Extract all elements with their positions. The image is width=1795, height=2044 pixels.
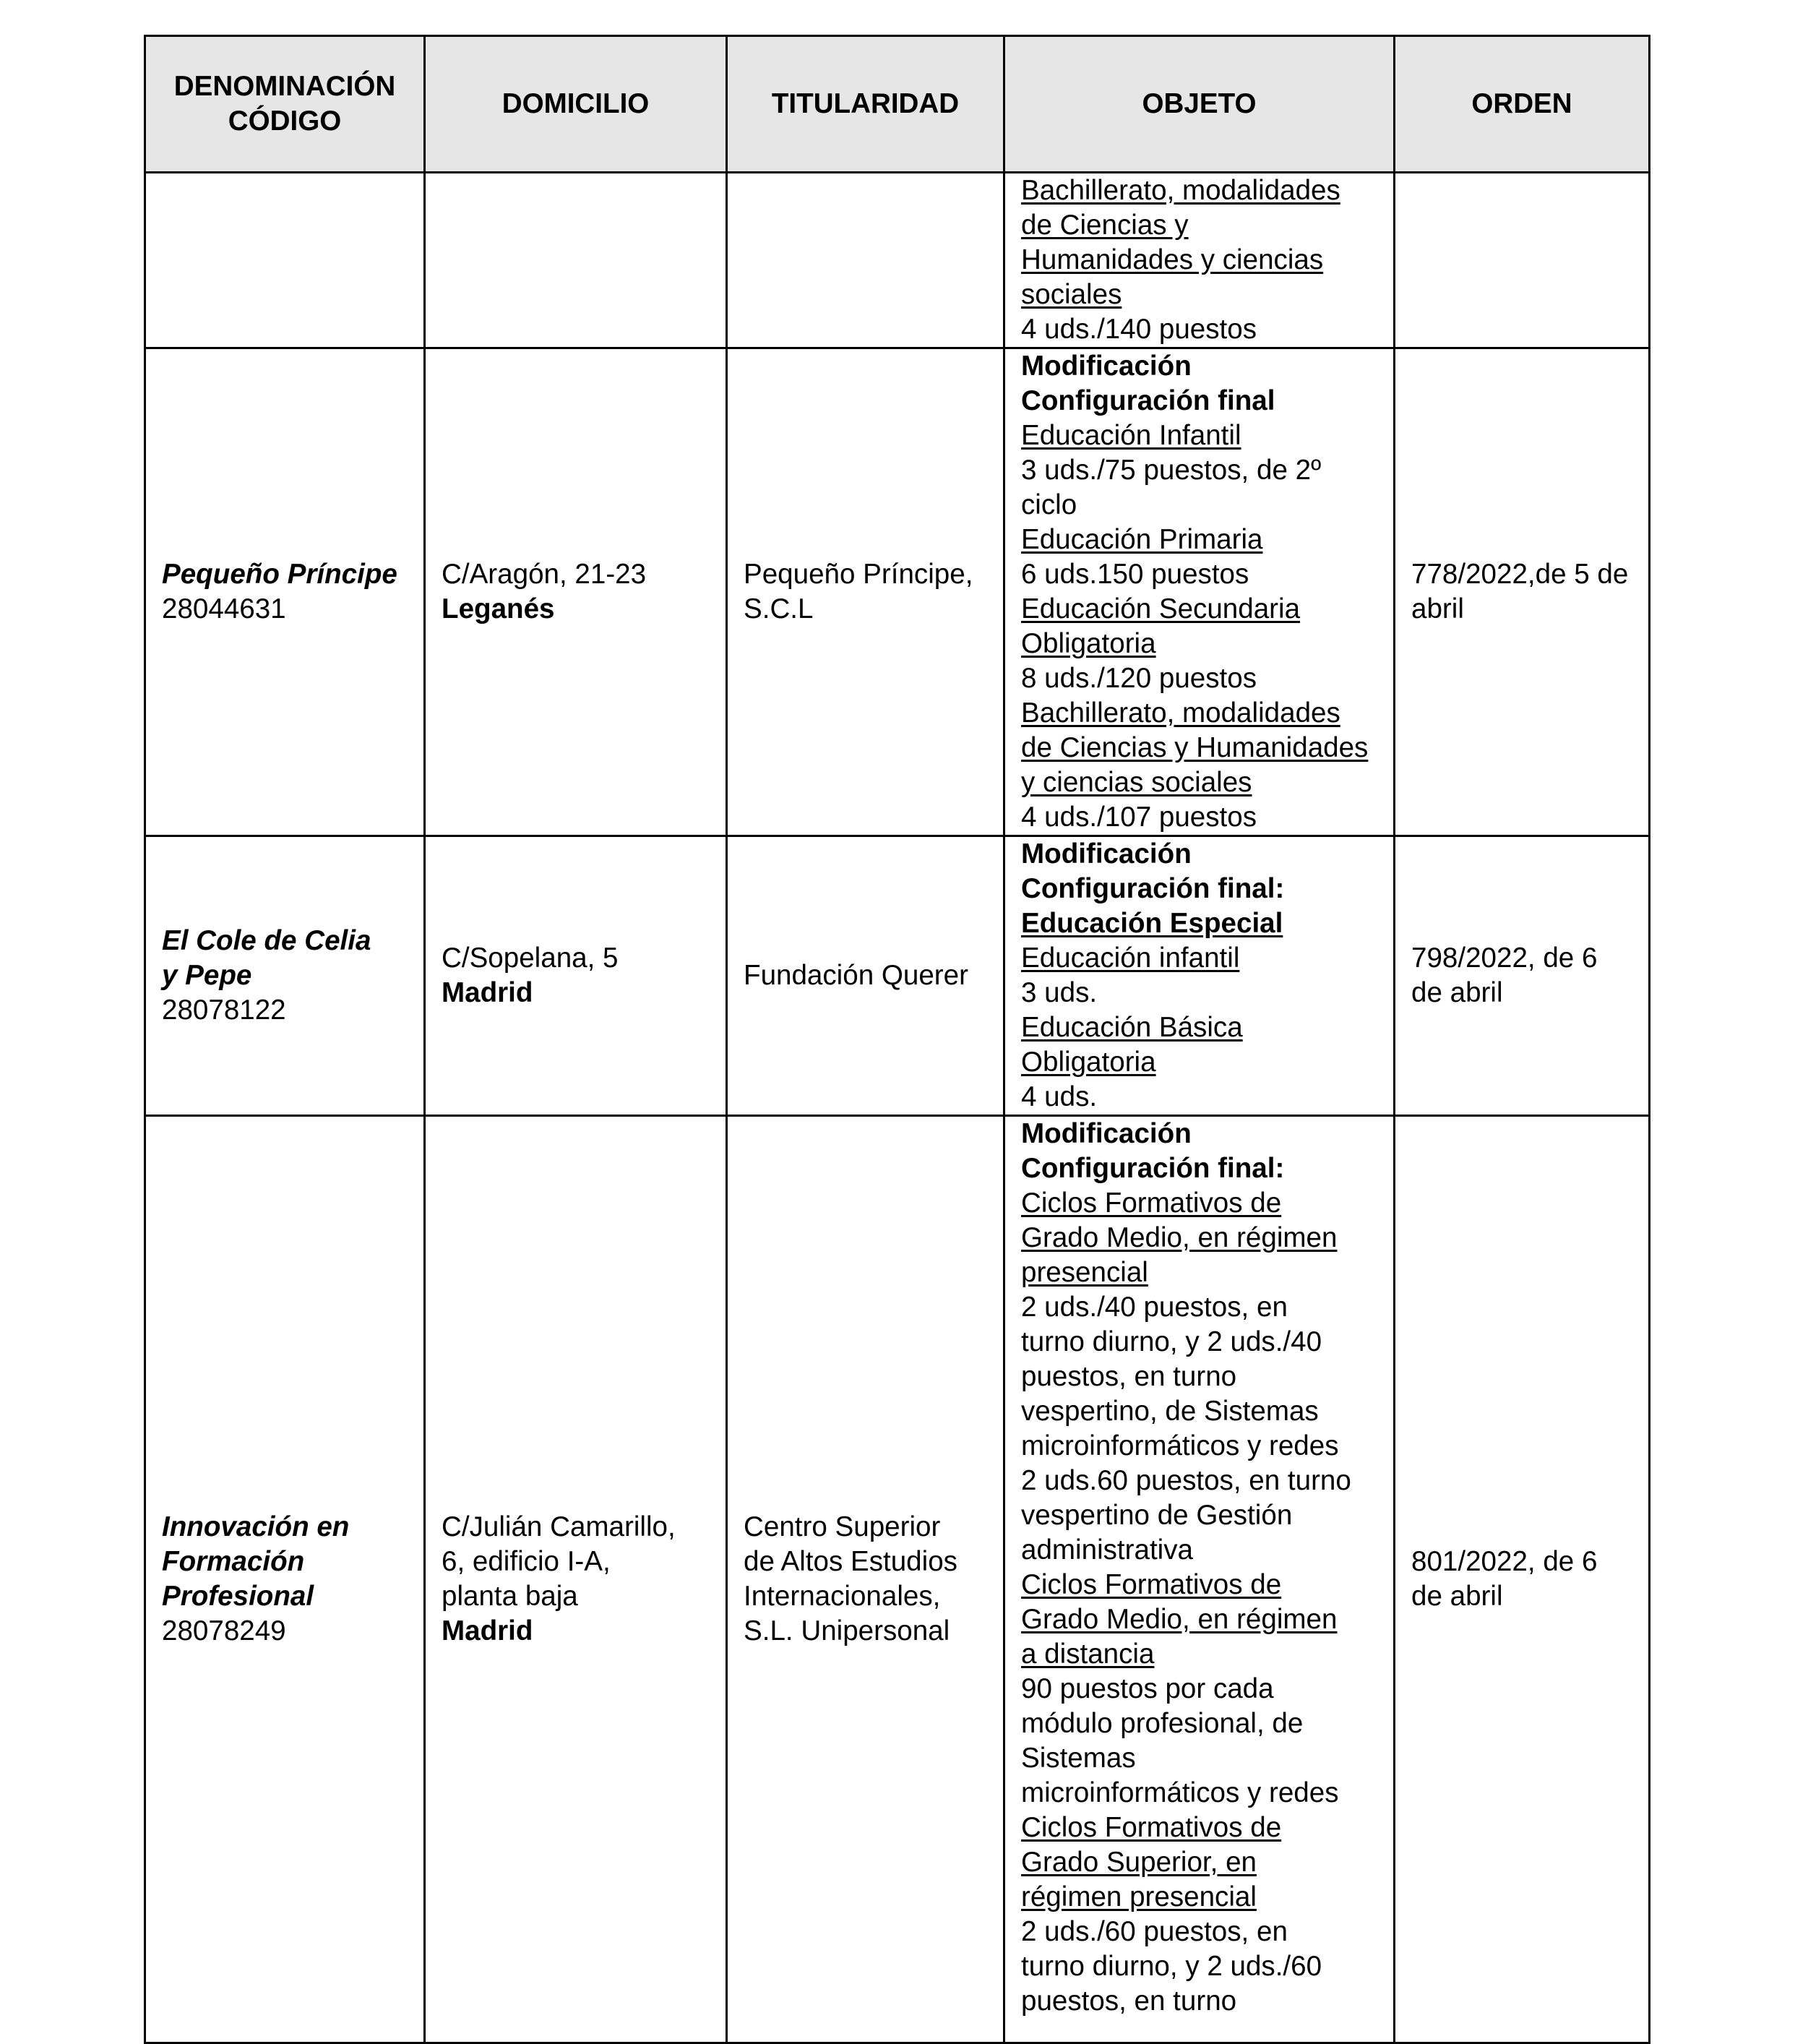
objeto-line: Modificación	[1021, 838, 1192, 869]
domicilio-line: C/Sopelana, 5	[442, 942, 619, 974]
objeto-line: Educación infantil	[1021, 942, 1240, 974]
objeto-line: 4 uds./140 puestos	[1021, 314, 1257, 345]
cell-denominacion	[145, 1116, 425, 2043]
titular-line: Pequeño Príncipe,	[744, 559, 973, 590]
objeto-line: Sistemas	[1021, 1743, 1136, 1774]
orden-line: de abril	[1411, 1581, 1503, 1612]
cell-denominacion	[145, 348, 425, 836]
header-codigo-label: CÓDIGO	[228, 106, 342, 137]
objeto-line: 4 uds.	[1021, 1081, 1098, 1112]
table-row	[145, 836, 1650, 1116]
objeto-line: administrativa	[1021, 1534, 1193, 1566]
objeto-line: ciclo	[1021, 489, 1077, 520]
objeto-line: turno diurno, y 2 uds./40	[1021, 1326, 1322, 1357]
domicilio-line: C/Aragón, 21-23	[442, 559, 647, 590]
objeto-line: puestos, en turno	[1021, 1361, 1237, 1392]
domicilio-line: 6, edificio I-A,	[442, 1546, 611, 1577]
objeto-line: Educación Secundaria	[1021, 593, 1301, 624]
objeto-line: Humanidades y ciencias	[1021, 244, 1324, 275]
cell-orden	[1395, 173, 1650, 348]
table-row	[145, 348, 1650, 836]
header-denominacion-label: DENOMINACIÓN	[173, 71, 396, 102]
objeto-line: Configuración final:	[1021, 1153, 1285, 1184]
orden-line: abril	[1411, 593, 1464, 624]
centro-nombre: Profesional	[162, 1581, 314, 1612]
centro-nombre: y Pepe	[162, 960, 252, 991]
objeto-line: Modificación	[1021, 351, 1192, 382]
cell-objeto	[1004, 348, 1395, 836]
domicilio-line: C/Julián Camarillo,	[442, 1511, 676, 1542]
objeto-line: 6 uds.150 puestos	[1021, 559, 1249, 590]
orden-line: 798/2022, de 6	[1411, 942, 1598, 974]
cell-orden	[1395, 836, 1650, 1116]
objeto-line: presencial	[1021, 1257, 1148, 1288]
centro-nombre: El Cole de Celia	[162, 925, 371, 956]
objeto-line: Ciclos Formativos de	[1021, 1812, 1282, 1843]
orden-line: 778/2022,de 5 de	[1411, 559, 1629, 590]
objeto-line: Grado Medio, en régimen	[1021, 1604, 1338, 1635]
domicilio-line: planta baja	[442, 1581, 578, 1612]
titular-line: S.C.L	[744, 593, 814, 624]
objeto-line: 4 uds./107 puestos	[1021, 802, 1257, 833]
objeto-line: 3 uds./75 puestos, de 2º	[1021, 455, 1322, 486]
objeto-line: Educación Primaria	[1021, 524, 1263, 555]
objeto-line: Obligatoria	[1021, 628, 1156, 659]
cell-domicilio	[425, 348, 727, 836]
orden-line: de abril	[1411, 977, 1503, 1008]
table-row	[145, 173, 1650, 348]
cell-denominacion	[145, 173, 425, 348]
localidad: Leganés	[442, 593, 555, 624]
centro-nombre: Pequeño Príncipe	[162, 559, 397, 590]
objeto-line: módulo profesional, de	[1021, 1708, 1304, 1739]
header-domicilio: DOMICILIO	[425, 36, 727, 173]
objeto-line: sociales	[1021, 279, 1122, 310]
centro-codigo: 28078249	[162, 1615, 286, 1646]
objeto-line: 2 uds./60 puestos, en	[1021, 1916, 1288, 1947]
objeto-line: microinformáticos y redes	[1021, 1777, 1339, 1808]
centro-codigo: 28078122	[162, 995, 286, 1026]
objeto-line: Configuración final	[1021, 385, 1275, 416]
objeto-line: 90 puestos por cada	[1021, 1673, 1274, 1704]
objeto-line: Grado Superior, en	[1021, 1847, 1257, 1878]
objeto-line: 2 uds.60 puestos, en turno	[1021, 1465, 1351, 1496]
titular-line: Centro Superior	[744, 1511, 941, 1542]
objeto-line: turno diurno, y 2 uds./60	[1021, 1951, 1322, 1982]
header-objeto: OBJETO	[1004, 36, 1395, 173]
objeto-line: Obligatoria	[1021, 1047, 1156, 1078]
objeto-line: y ciencias sociales	[1021, 767, 1252, 798]
header-row	[145, 36, 1650, 173]
objeto-line: Configuración final:	[1021, 873, 1285, 904]
titular-line: Fundación Querer	[744, 960, 968, 991]
objeto-line: Grado Medio, en régimen	[1021, 1222, 1338, 1253]
objeto-line: Modificación	[1021, 1118, 1192, 1149]
cell-orden	[1395, 348, 1650, 836]
cell-titularidad	[727, 836, 1004, 1116]
objeto-line: vespertino, de Sistemas	[1021, 1396, 1319, 1427]
objeto-line: Ciclos Formativos de	[1021, 1569, 1282, 1600]
cell-domicilio	[425, 1116, 727, 2043]
objeto-line: de Ciencias y	[1021, 210, 1189, 241]
objeto-line: Bachillerato, modalidades	[1021, 697, 1340, 729]
cell-domicilio	[425, 173, 727, 348]
header-orden: ORDEN	[1395, 36, 1650, 173]
objeto-line: Ciclos Formativos de	[1021, 1188, 1282, 1219]
objeto-line: de Ciencias y Humanidades	[1021, 732, 1369, 763]
objeto-line: microinformáticos y redes	[1021, 1430, 1339, 1461]
objeto-line: 8 uds./120 puestos	[1021, 663, 1257, 694]
cell-titularidad	[727, 173, 1004, 348]
objeto-line: puestos, en turno	[1021, 1985, 1237, 2017]
cell-titularidad	[727, 348, 1004, 836]
objeto-line: 3 uds.	[1021, 977, 1098, 1008]
objeto-line: Educación Básica	[1021, 1012, 1243, 1043]
header-titularidad: TITULARIDAD	[727, 36, 1004, 173]
objeto-line: Educación Infantil	[1021, 420, 1241, 451]
cell-domicilio	[425, 836, 727, 1116]
titular-line: S.L. Unipersonal	[744, 1615, 950, 1646]
cell-orden	[1395, 1116, 1650, 2043]
localidad: Madrid	[442, 977, 533, 1008]
localidad: Madrid	[442, 1615, 533, 1646]
cell-objeto	[1004, 1116, 1395, 2043]
objeto-line: Educación Especial	[1021, 908, 1283, 939]
titular-line: Internacionales,	[744, 1581, 941, 1612]
orden-line: 801/2022, de 6	[1411, 1546, 1598, 1577]
centro-nombre: Formación	[162, 1546, 305, 1577]
cell-objeto	[1004, 173, 1395, 348]
centro-nombre: Innovación en	[162, 1511, 350, 1542]
cell-titularidad	[727, 1116, 1004, 2043]
cell-denominacion	[145, 836, 425, 1116]
objeto-line: a distancia	[1021, 1639, 1155, 1670]
objeto-line: régimen presencial	[1021, 1881, 1257, 1912]
centros-table	[144, 35, 1650, 2044]
objeto-line: Bachillerato, modalidades	[1021, 175, 1340, 206]
header-denominacion	[145, 36, 425, 173]
titular-line: de Altos Estudios	[744, 1546, 957, 1577]
objeto-line: 2 uds./40 puestos, en	[1021, 1292, 1288, 1323]
centro-codigo: 28044631	[162, 593, 286, 624]
cell-objeto	[1004, 836, 1395, 1116]
table-row	[145, 1116, 1650, 2043]
objeto-line: vespertino de Gestión	[1021, 1500, 1293, 1531]
